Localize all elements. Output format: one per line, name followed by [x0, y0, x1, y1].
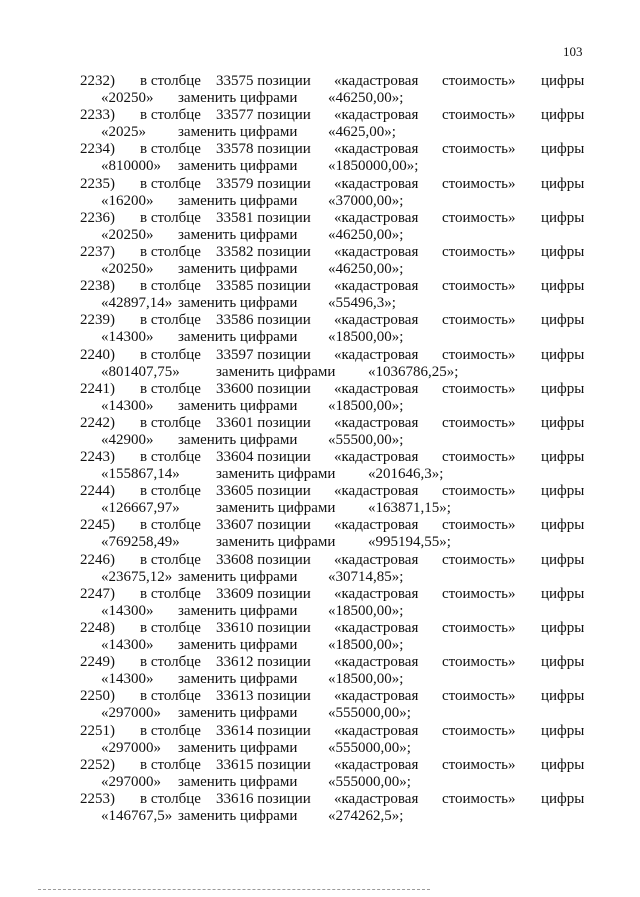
old-value: «23675,12»	[101, 568, 173, 585]
old-value: «801407,75»	[101, 363, 180, 380]
replace-label: заменить цифрами	[178, 295, 298, 312]
stoimost-label: стоимость»	[442, 414, 516, 431]
position-ref: 33613 позиции	[216, 688, 311, 705]
new-value: «1036786,25»;	[368, 363, 459, 380]
column-label: в столбце	[140, 278, 201, 295]
stoimost-label: стоимость»	[442, 107, 516, 124]
stoimost-label: стоимость»	[442, 551, 516, 568]
stoimost-label: стоимость»	[442, 483, 516, 500]
tsifry-label: цифры	[541, 551, 585, 568]
stoimost-label: стоимость»	[442, 209, 516, 226]
old-value: «297000»	[101, 739, 161, 756]
item-number: 2249)	[80, 654, 115, 671]
old-value: «20250»	[101, 226, 154, 243]
old-value: «42900»	[101, 431, 154, 448]
old-value: «14300»	[101, 329, 154, 346]
new-value: «30714,85»;	[328, 568, 404, 585]
column-label: в столбце	[140, 483, 201, 500]
item-number: 2253)	[80, 790, 115, 807]
kadastr-label: «кадастровая	[334, 688, 419, 705]
new-value: «274262,5»;	[328, 807, 404, 824]
column-label: в столбце	[140, 107, 201, 124]
amendment-item	[0, 688, 640, 722]
page-number: 103	[563, 44, 583, 59]
item-number: 2251)	[80, 722, 115, 739]
column-label: в столбце	[140, 243, 201, 260]
column-label: в столбце	[140, 414, 201, 431]
replace-label: заменить цифрами	[178, 602, 298, 619]
item-number: 2237)	[80, 243, 115, 260]
replace-label: заменить цифрами	[178, 807, 298, 824]
stoimost-label: стоимость»	[442, 73, 516, 89]
position-ref: 33581 позиции	[216, 209, 311, 226]
tsifry-label: цифры	[541, 73, 585, 89]
stoimost-label: стоимость»	[442, 380, 516, 397]
tsifry-label: цифры	[541, 209, 585, 226]
tsifry-label: цифры	[541, 756, 585, 773]
replace-label: заменить цифрами	[178, 158, 298, 175]
position-ref: 33577 позиции	[216, 107, 311, 124]
amendment-list	[0, 73, 640, 825]
column-label: в столбце	[140, 551, 201, 568]
amendment-item	[0, 381, 640, 415]
item-number: 2250)	[80, 688, 115, 705]
position-ref: 33605 позиции	[216, 483, 311, 500]
kadastr-label: «кадастровая	[334, 483, 419, 500]
old-value: «14300»	[101, 637, 154, 653]
item-number: 2240)	[80, 346, 115, 363]
item-number: 2239)	[80, 312, 115, 329]
replace-label: заменить цифрами	[178, 90, 298, 106]
amendment-item	[0, 449, 640, 483]
tsifry-label: цифры	[541, 449, 585, 466]
kadastr-label: «кадастровая	[334, 141, 419, 158]
replace-label: заменить цифрами	[216, 500, 336, 517]
kadastr-label: «кадастровая	[334, 722, 419, 739]
new-value: «18500,00»;	[328, 671, 404, 688]
tsifry-label: цифры	[541, 278, 585, 295]
replace-label: заменить цифрами	[216, 363, 336, 380]
tsifry-label: цифры	[541, 790, 585, 807]
old-value: «155867,14»	[101, 466, 180, 483]
item-number: 2244)	[80, 483, 115, 500]
amendment-item	[0, 552, 640, 586]
new-value: «55496,3»;	[328, 295, 396, 312]
column-label: в столбце	[140, 722, 201, 739]
old-value: «297000»	[101, 773, 161, 790]
item-number: 2243)	[80, 449, 115, 466]
tsifry-label: цифры	[541, 722, 585, 739]
column-label: в столбце	[140, 380, 201, 397]
replace-label: заменить цифрами	[178, 637, 298, 653]
stoimost-label: стоимость»	[442, 278, 516, 295]
stoimost-label: стоимость»	[442, 654, 516, 671]
item-number: 2238)	[80, 278, 115, 295]
amendment-item	[0, 347, 640, 381]
old-value: «20250»	[101, 90, 154, 106]
item-number: 2234)	[80, 141, 115, 158]
amendment-item	[0, 620, 640, 654]
item-number: 2241)	[80, 380, 115, 397]
amendment-item	[0, 244, 640, 278]
column-label: в столбце	[140, 517, 201, 534]
kadastr-label: «кадастровая	[334, 312, 419, 329]
tsifry-label: цифры	[541, 483, 585, 500]
stoimost-label: стоимость»	[442, 517, 516, 534]
item-number: 2246)	[80, 551, 115, 568]
kadastr-label: «кадастровая	[334, 756, 419, 773]
replace-label: заменить цифрами	[178, 124, 298, 141]
kadastr-label: «кадастровая	[334, 620, 419, 636]
new-value: «18500,00»;	[328, 329, 404, 346]
old-value: «14300»	[101, 397, 154, 414]
old-value: «20250»	[101, 260, 154, 277]
replace-label: заменить цифрами	[178, 192, 298, 209]
tsifry-label: цифры	[541, 175, 585, 192]
new-value: «555000,00»;	[328, 773, 411, 790]
new-value: «163871,15»;	[368, 500, 451, 517]
tsifry-label: цифры	[541, 243, 585, 260]
tsifry-label: цифры	[541, 414, 585, 431]
replace-label: заменить цифрами	[178, 671, 298, 688]
position-ref: 33600 позиции	[216, 380, 311, 397]
stoimost-label: стоимость»	[442, 620, 516, 636]
new-value: «55500,00»;	[328, 431, 404, 448]
stoimost-label: стоимость»	[442, 688, 516, 705]
column-label: в столбце	[140, 585, 201, 602]
new-value: «18500,00»;	[328, 397, 404, 414]
tsifry-label: цифры	[541, 141, 585, 158]
item-number: 2252)	[80, 756, 115, 773]
new-value: «46250,00»;	[328, 260, 404, 277]
position-ref: 33586 позиции	[216, 312, 311, 329]
tsifry-label: цифры	[541, 620, 585, 636]
kadastr-label: «кадастровая	[334, 346, 419, 363]
amendment-item	[0, 483, 640, 517]
amendment-item	[0, 757, 640, 791]
amendment-item	[0, 791, 640, 825]
amendment-item	[0, 654, 640, 688]
tsifry-label: цифры	[541, 312, 585, 329]
tsifry-label: цифры	[541, 517, 585, 534]
new-value: «46250,00»;	[328, 226, 404, 243]
replace-label: заменить цифрами	[216, 466, 336, 483]
kadastr-label: «кадастровая	[334, 175, 419, 192]
amendment-item	[0, 210, 640, 244]
new-value: «555000,00»;	[328, 739, 411, 756]
stoimost-label: стоимость»	[442, 585, 516, 602]
new-value: «4625,00»;	[328, 124, 396, 141]
replace-label: заменить цифрами	[178, 739, 298, 756]
replace-label: заменить цифрами	[178, 431, 298, 448]
old-value: «16200»	[101, 192, 154, 209]
amendment-item	[0, 723, 640, 757]
tsifry-label: цифры	[541, 688, 585, 705]
amendment-item	[0, 107, 640, 141]
kadastr-label: «кадастровая	[334, 73, 419, 89]
column-label: в столбце	[140, 73, 201, 89]
old-value: «297000»	[101, 705, 161, 722]
old-value: «146767,5»	[101, 807, 173, 824]
old-value: «14300»	[101, 671, 154, 688]
column-label: в столбце	[140, 346, 201, 363]
replace-label: заменить цифрами	[178, 568, 298, 585]
column-label: в столбце	[140, 141, 201, 158]
item-number: 2233)	[80, 107, 115, 124]
position-ref: 33612 позиции	[216, 654, 311, 671]
amendment-item	[0, 517, 640, 551]
old-value: «14300»	[101, 602, 154, 619]
item-number: 2236)	[80, 209, 115, 226]
stoimost-label: стоимость»	[442, 449, 516, 466]
column-label: в столбце	[140, 209, 201, 226]
column-label: в столбце	[140, 654, 201, 671]
column-label: в столбце	[140, 688, 201, 705]
amendment-item	[0, 312, 640, 346]
position-ref: 33614 позиции	[216, 722, 311, 739]
replace-label: заменить цифрами	[178, 397, 298, 414]
new-value: «201646,3»;	[368, 466, 444, 483]
new-value: «18500,00»;	[328, 637, 404, 653]
position-ref: 33585 позиции	[216, 278, 311, 295]
old-value: «810000»	[101, 158, 161, 175]
stoimost-label: стоимость»	[442, 141, 516, 158]
stoimost-label: стоимость»	[442, 756, 516, 773]
kadastr-label: «кадастровая	[334, 209, 419, 226]
kadastr-label: «кадастровая	[334, 585, 419, 602]
tsifry-label: цифры	[541, 654, 585, 671]
amendment-item	[0, 176, 640, 210]
tsifry-label: цифры	[541, 107, 585, 124]
old-value: «2025»	[101, 124, 146, 141]
position-ref: 33597 позиции	[216, 346, 311, 363]
stoimost-label: стоимость»	[442, 346, 516, 363]
kadastr-label: «кадастровая	[334, 380, 419, 397]
item-number: 2245)	[80, 517, 115, 534]
new-value: «555000,00»;	[328, 705, 411, 722]
item-number: 2247)	[80, 585, 115, 602]
replace-label: заменить цифрами	[178, 773, 298, 790]
stoimost-label: стоимость»	[442, 790, 516, 807]
new-value: «1850000,00»;	[328, 158, 419, 175]
replace-label: заменить цифрами	[178, 705, 298, 722]
kadastr-label: «кадастровая	[334, 654, 419, 671]
kadastr-label: «кадастровая	[334, 517, 419, 534]
position-ref: 33609 позиции	[216, 585, 311, 602]
new-value: «37000,00»;	[328, 192, 404, 209]
stoimost-label: стоимость»	[442, 312, 516, 329]
tsifry-label: цифры	[541, 585, 585, 602]
replace-label: заменить цифрами	[178, 329, 298, 346]
column-label: в столбце	[140, 449, 201, 466]
position-ref: 33575 позиции	[216, 73, 311, 89]
position-ref: 33610 позиции	[216, 620, 311, 636]
column-label: в столбце	[140, 790, 201, 807]
bottom-rule	[38, 889, 430, 890]
position-ref: 33579 позиции	[216, 175, 311, 192]
kadastr-label: «кадастровая	[334, 243, 419, 260]
replace-label: заменить цифрами	[178, 260, 298, 277]
old-value: «42897,14»	[101, 295, 173, 312]
position-ref: 33616 позиции	[216, 790, 311, 807]
amendment-item	[0, 415, 640, 449]
old-value: «126667,97»	[101, 500, 180, 517]
new-value: «46250,00»;	[328, 90, 404, 106]
tsifry-label: цифры	[541, 380, 585, 397]
amendment-item	[0, 73, 640, 107]
position-ref: 33604 позиции	[216, 449, 311, 466]
kadastr-label: «кадастровая	[334, 449, 419, 466]
item-number: 2242)	[80, 414, 115, 431]
new-value: «18500,00»;	[328, 602, 404, 619]
position-ref: 33601 позиции	[216, 414, 311, 431]
new-value: «995194,55»;	[368, 534, 451, 551]
kadastr-label: «кадастровая	[334, 107, 419, 124]
stoimost-label: стоимость»	[442, 722, 516, 739]
kadastr-label: «кадастровая	[334, 551, 419, 568]
amendment-item	[0, 278, 640, 312]
stoimost-label: стоимость»	[442, 175, 516, 192]
item-number: 2232)	[80, 73, 115, 89]
kadastr-label: «кадастровая	[334, 790, 419, 807]
amendment-item	[0, 141, 640, 175]
tsifry-label: цифры	[541, 346, 585, 363]
position-ref: 33615 позиции	[216, 756, 311, 773]
replace-label: заменить цифрами	[178, 226, 298, 243]
column-label: в столбце	[140, 620, 201, 636]
position-ref: 33608 позиции	[216, 551, 311, 568]
kadastr-label: «кадастровая	[334, 414, 419, 431]
item-number: 2248)	[80, 620, 115, 636]
kadastr-label: «кадастровая	[334, 278, 419, 295]
item-number: 2235)	[80, 175, 115, 192]
position-ref: 33582 позиции	[216, 243, 311, 260]
position-ref: 33607 позиции	[216, 517, 311, 534]
amendment-item	[0, 586, 640, 620]
position-ref: 33578 позиции	[216, 141, 311, 158]
old-value: «769258,49»	[101, 534, 180, 551]
column-label: в столбце	[140, 312, 201, 329]
column-label: в столбце	[140, 175, 201, 192]
replace-label: заменить цифрами	[216, 534, 336, 551]
column-label: в столбце	[140, 756, 201, 773]
stoimost-label: стоимость»	[442, 243, 516, 260]
